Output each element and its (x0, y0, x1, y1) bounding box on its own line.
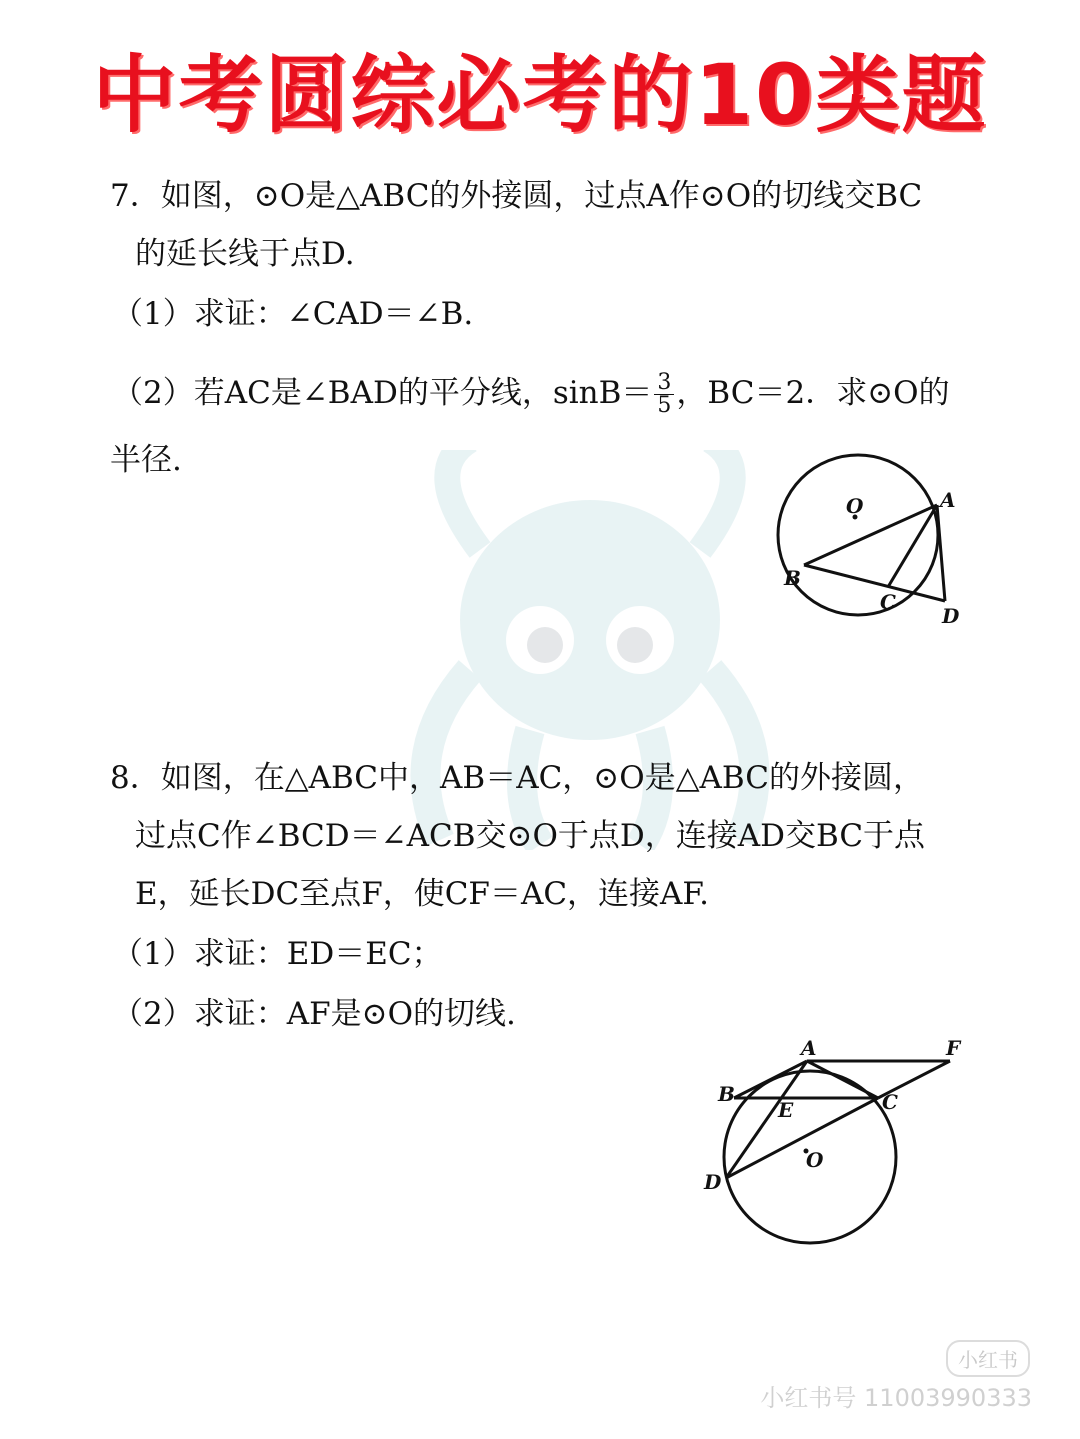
problem8-part1: （1）求证：ED＝EC； (112, 936, 443, 972)
segment-ad (726, 1061, 807, 1178)
problem7-line-last: 半径. (110, 442, 182, 478)
problem8-line3: E，延长DC至点F，使CF＝AC，连接AF. (135, 876, 709, 912)
problem8-line2: 过点C作∠BCD＝∠ACB交⊙O于点D，连接AD交BC于点 (135, 818, 926, 854)
label-f: F (946, 1036, 961, 1060)
problem7-figure (770, 435, 980, 635)
label-o: O (846, 494, 864, 518)
sinb-fraction (654, 372, 674, 417)
problem7-line1: 7．如图，⊙O是△ABC的外接圆，过点A作⊙O的切线交BC (110, 178, 923, 214)
problem8-line1: 8．如图，在△ABC中，AB＝AC，⊙O是△ABC的外接圆， (110, 760, 924, 796)
fraction-numerator: 3 (654, 372, 674, 395)
label-c: C (882, 1090, 898, 1114)
segment-ba (804, 505, 937, 565)
watermark-id: 小红书号 11003990333 (760, 1384, 1032, 1412)
label-a: A (801, 1036, 817, 1060)
label-d: D (942, 604, 960, 628)
watermark-logo: 小红书 (946, 1340, 1030, 1377)
problem7-part2-text: （2）若AC是∠BAD的平分线，sinB＝ (112, 375, 653, 411)
problem7-part2-text-after: ，BC＝2．求⊙O的 (676, 375, 950, 411)
segment-ab (734, 1061, 807, 1098)
segment-dc (726, 1098, 878, 1178)
fraction-denominator: 5 (657, 393, 672, 418)
circle-o (778, 455, 938, 615)
page-title: 中考圆综必考的10类题 (92, 46, 988, 144)
problem8-part2: （2）求证：AF是⊙O的切线. (112, 996, 516, 1032)
problem7-line2: 的延长线于点D. (135, 236, 355, 272)
label-a: A (940, 488, 956, 512)
problem7-part2 (112, 372, 950, 417)
problem8-figure (700, 1035, 980, 1255)
label-b: B (784, 566, 801, 590)
segment-ac (807, 1061, 878, 1098)
label-d: D (704, 1170, 722, 1194)
label-b: B (718, 1082, 735, 1106)
label-c: C (880, 590, 896, 614)
segment-ad (937, 505, 945, 601)
label-e: E (778, 1098, 794, 1122)
label-o: O (806, 1148, 824, 1172)
problem7-part1: （1）求证：∠CAD＝∠B. (112, 296, 474, 332)
